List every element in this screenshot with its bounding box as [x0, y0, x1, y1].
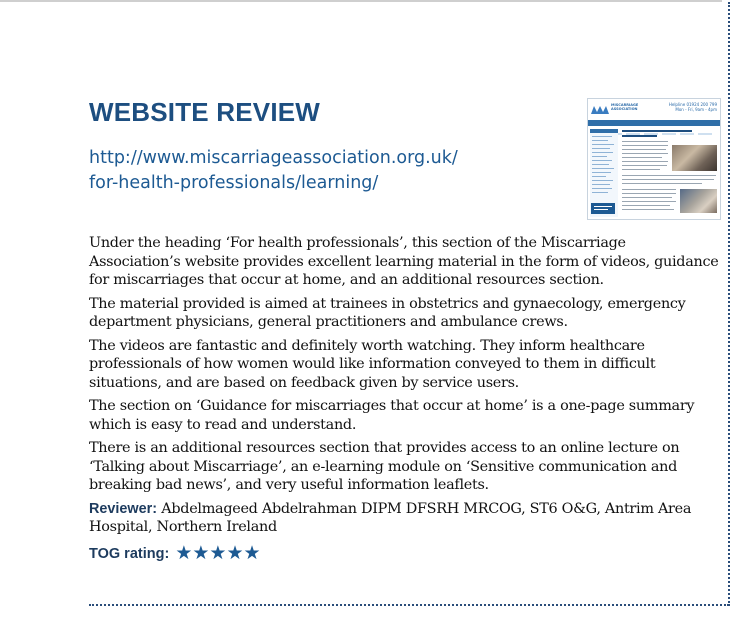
reviewer-line [89, 500, 719, 537]
website-screenshot-thumbnail [587, 98, 721, 220]
rating-stars [175, 543, 260, 566]
miscarriage-association-logo-icon [591, 104, 609, 115]
thumbnail-donate-button [591, 203, 615, 214]
review-body [89, 234, 719, 566]
review-paragraph-4: The section on ‘Guidance for miscarriages that occur at home’ is a one-page summary which is easy to read and understand. [89, 398, 695, 433]
review-url-link[interactable] [89, 146, 458, 196]
thumbnail-logo-line-2: ASSOCIATION [611, 107, 638, 111]
review-paragraph-2: The material provided is aimed at trainees in obstetrics and gynaecology, emergency department physicians, general practitioners and ambulance crews. [89, 295, 686, 330]
thumbnail-photo-2 [680, 189, 717, 213]
thumbnail-nav-bar [588, 120, 720, 126]
review-paragraph-3: The videos are fantastic and definitely worth watching. They inform healthcare professionals of how women would like information conveyed to them in difficult situations, and are based on feedback given by service users. [89, 337, 656, 391]
top-rule [0, 0, 722, 2]
review-heading: WEBSITE REVIEW [89, 97, 321, 127]
review-paragraph-1: Under the heading ‘For health professionals’, this section of the Miscarriage Association’s website provides excellent learning material in the form of videos, guidance for miscarriages that occur at home, and an additional resources section. [89, 235, 719, 288]
thumbnail-page-subtitle [622, 135, 657, 137]
reviewer-name: Abdelmageed Abdelrahman DIPM DFSRH MRCOG, ST6 O&G, Antrim Area Hospital, Northern Ireland [89, 500, 692, 535]
thumbnail-helpline-line-1: Helpline 01924 200 799 [668, 102, 717, 107]
reviewer-label: Reviewer: [89, 500, 157, 517]
review-url-line-1: http://www.miscarriageassociation.org.uk/ [89, 148, 458, 168]
thumbnail-photo-1 [672, 145, 717, 171]
thumbnail-page-title [622, 130, 692, 132]
thumbnail-logo-line-1: MISCARRIAGE [611, 103, 639, 107]
bottom-dotted-border [89, 604, 729, 606]
star-icon: ★ [192, 541, 210, 564]
thumbnail-helpline-line-2: Mon - Fri, 9am - 4pm [675, 106, 717, 112]
star-icon: ★ [209, 541, 227, 564]
star-icon: ★ [226, 541, 244, 564]
review-url-line-2: for-health-professionals/learning/ [89, 173, 379, 193]
star-icon: ★ [175, 541, 193, 564]
rating-line [89, 543, 719, 566]
thumbnail-logo-text [611, 103, 638, 111]
review-paragraph-5: There is an additional resources section that provides access to an online lecture on ‘Talking about Miscarriage’, an e-learning module on ‘Sensitive communication and breaking bad news’, and very useful information leaflets. [89, 440, 680, 493]
star-icon: ★ [243, 541, 261, 564]
thumbnail-helpline [669, 103, 717, 112]
right-dotted-border [728, 2, 730, 606]
rating-label: TOG rating: [89, 545, 170, 562]
